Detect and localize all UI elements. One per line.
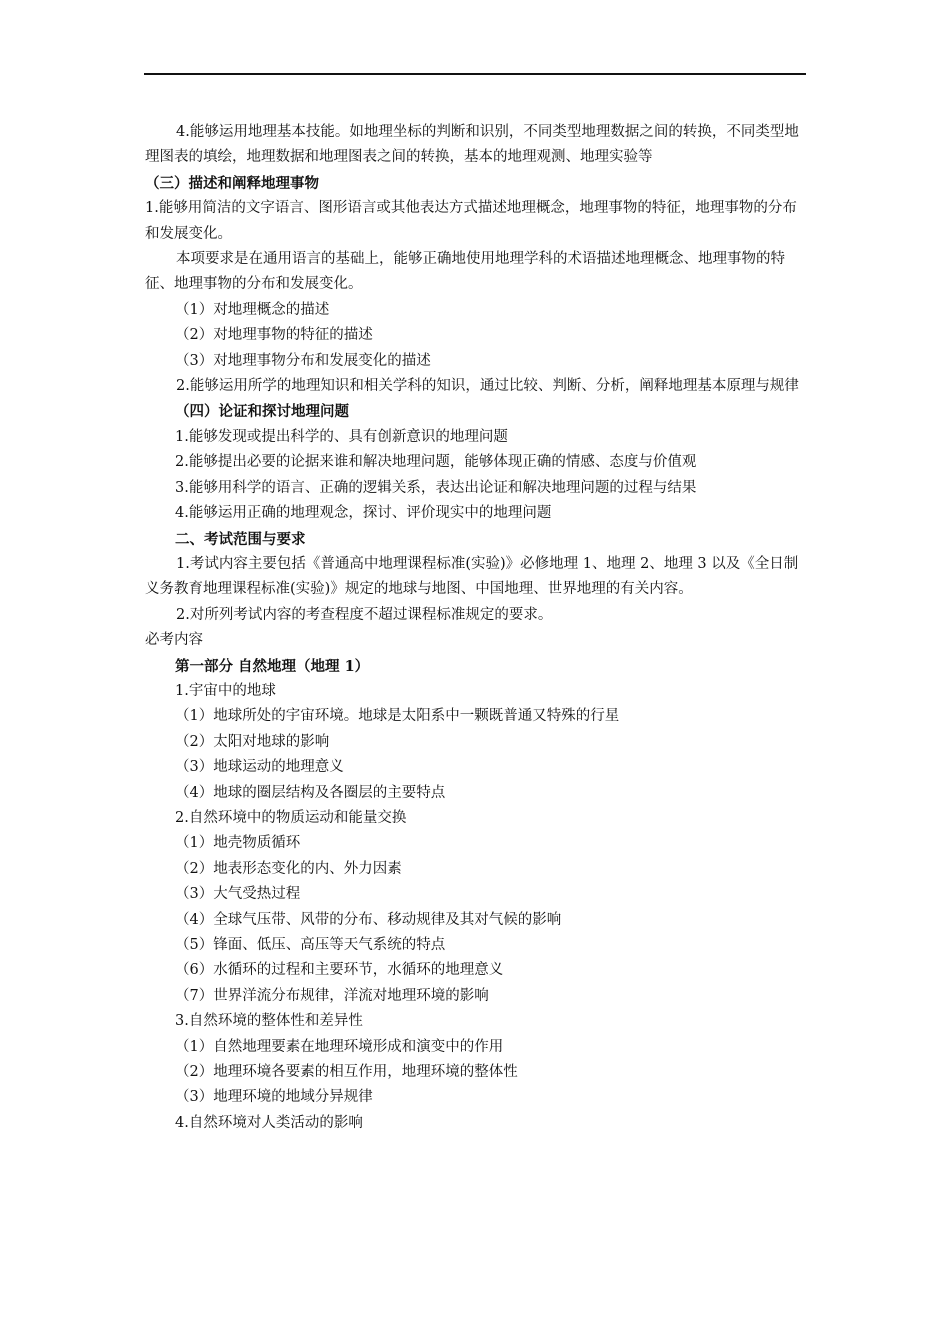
text-line: （4）地球的圈层结构及各圈层的主要特点 [175,784,446,801]
text-line: （3）地球运动的地理意义 [175,759,344,776]
text-line: （1）地壳物质循环 [175,835,301,852]
text-line: （4）全球气压带、风带的分布、移动规律及其对气候的影响 [175,911,562,928]
text-line: 本项要求是在通用语言的基础上，能够正确地使用地理学科的术语描述地理概念、地理事物的特征、地理事物的分布和发展变化。 [145,251,785,293]
header-rule [144,73,806,75]
text-line: （6）水循环的过程和主要环节，水循环的地理意义 [175,962,504,979]
text-line: （2）地表形态变化的内、外力因素 [175,860,402,877]
text-line: 1.能够用简洁的文字语言、图形语言或其他表达方式描述地理概念，地理事物的特征，地理事物的分布和发展变化。 [145,200,797,242]
text-line: 1.宇宙中的地球 [175,682,276,699]
text-line: （2）地理环境各要素的相互作用，地理环境的整体性 [175,1064,518,1081]
text-line: 3.自然环境的整体性和差异性 [175,1013,363,1030]
text-line: （7）世界洋流分布规律，洋流对地理环境的影响 [175,987,489,1004]
text-line: （3）大气受热过程 [175,886,301,903]
text-line: 二、考试范围与要求 [175,530,306,548]
text-line: （2）对地理事物的特征的描述 [175,327,373,344]
text-line: （1）自然地理要素在地理环境形成和演变中的作用 [175,1038,504,1055]
text-line: 2.能够运用所学的地理知识和相关学科的知识，通过比较、判断、分析，阐释地理基本原理与规律 [176,378,799,395]
text-line: 2.对所列考试内容的考查程度不超过课程标准规定的要求。 [176,606,553,623]
text-line: 第一部分 自然地理（地理 1） [175,657,370,675]
text-line: 1.考试内容主要包括《普通高中地理课程标准(实验)》必修地理 1、地理 2、地理 3 以及《全日制义务教育地理课程标准(实验)》规定的地球与地图、中国地理、世界地理的有关内容。 [145,555,799,598]
text-line: 4.能够运用正确的地理观念，探讨、评价现实中的地理问题 [175,505,552,522]
text-line: （四）论证和探讨地理问题 [175,403,349,421]
text-line: （5）锋面、低压、高压等天气系统的特点 [175,937,446,953]
text-line: 3.能够用科学的语言、正确的逻辑关系，表达出论证和解决地理问题的过程与结果 [175,479,697,496]
text-line: （3）对地理事物分布和发展变化的描述 [175,352,431,369]
text-line: 2.自然环境中的物质运动和能量交换 [175,809,407,826]
document-body [145,120,810,1136]
text-line: （1）对地理概念的描述 [175,301,330,318]
text-line: 必考内容 [145,632,203,649]
text-line: 4.自然环境对人类活动的影响 [175,1114,363,1131]
text-line: 2.能够提出必要的论据来谁和解决地理问题，能够体现正确的情感、态度与价值观 [175,454,697,471]
text-line: 4.能够运用地理基本技能。如地理坐标的判断和识别，不同类型地理数据之间的转换，不同类型地理图表的填绘，地理数据和地理图表之间的转换，基本的地理观测、地理实验等 [145,124,799,166]
text-line: （三）描述和阐释地理事物 [145,174,319,192]
text-line: （1）地球所处的宇宙环境。地球是太阳系中一颗既普通又特殊的行星 [175,708,620,725]
text-line: 1.能够发现或提出科学的、具有创新意识的地理问题 [175,428,508,445]
text-line: （3）地理环境的地域分异规律 [175,1089,373,1106]
text-line: （2）太阳对地球的影响 [175,733,330,750]
